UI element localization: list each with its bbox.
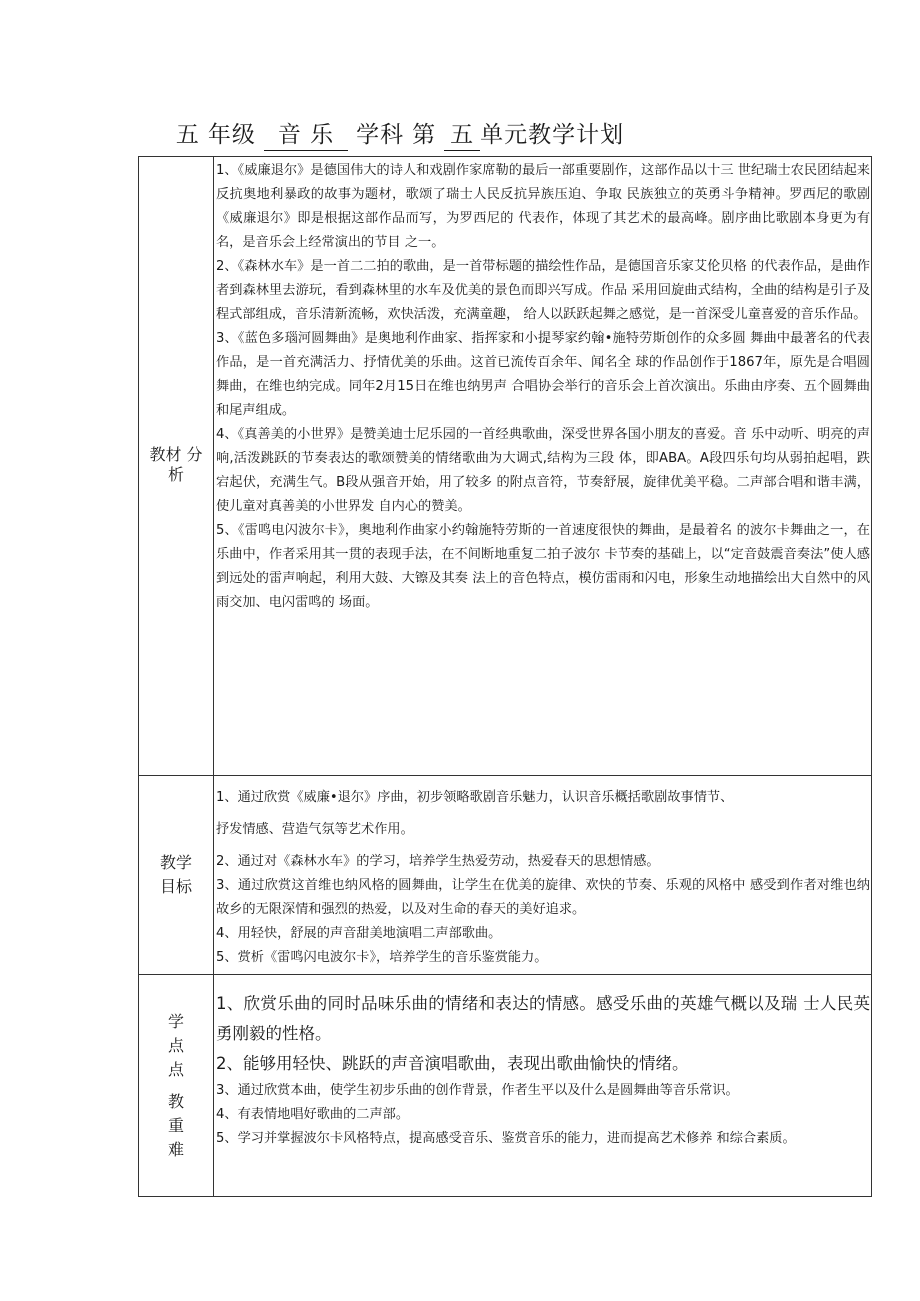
keys-paragraph: 2、能够用轻快、跳跃的声音演唱歌曲，表现出歌曲愉快的情绪。 [216, 1054, 689, 1073]
goals-paragraph: 5、赏析《雷鸣闪电波尔卡》，培养学生的音乐鉴赏能力。 [216, 950, 548, 965]
keys-label-char: 重 [167, 1115, 184, 1135]
keys-paragraph: 4、有表情地唱好歌曲的二声部。 [216, 1107, 410, 1122]
goals-paragraph: 2、通过对《森林水车》的学习，培养学生热爱劳动，热爱春天的思想情感。 [216, 854, 660, 869]
analysis-row [139, 157, 872, 776]
keys-paragraph: 1、欣赏乐曲的同时品味乐曲的情绪和表达的情感。感受乐曲的英雄气概以及瑞 士人民英勇刚毅的性格。 [216, 994, 870, 1043]
analysis-paragraph: 1、《威廉退尔》是德国伟大的诗人和戏剧作家席勒的最后一部重要剧作，这部作品以十三 世纪瑞士农民团结起来反抗奥地利暴政的故事为题材，歌颂了瑞士人民反抗异族压迫、争取 民族独立的英勇斗争精神。罗西尼的歌剧《威廉退尔》即是根据这部作品而写，为罗西尼的 代表作，体现了其艺术的最高峰。剧序曲比歌剧本身更为有名，是音乐会上经常演出的节目 之一。 [216, 163, 870, 250]
title-grade-suffix: 年级 [207, 122, 256, 148]
keys-label-char: 学 [167, 1011, 184, 1031]
analysis-content [214, 157, 872, 776]
title-unit-prefix: 第 [412, 122, 437, 148]
keys-content [214, 975, 872, 1197]
analysis-paragraph: 3、《蓝色多瑙河圆舞曲》是奥地利作曲家、指挥家和小提琴家约翰•施特劳斯创作的众多圆 舞曲中最著名的代表作品，是一首充满活力、抒情优美的乐曲。这首已流传百余年、闻名全 球的作品创作于1867年，原先是合唱圆舞曲，在维也纳完成。同年2月15日在维也纳男声 合唱协会举行的音乐会上首次演出。乐曲由序奏、五个圆舞曲和尾声组成。 [216, 331, 870, 418]
goals-paragraph: 抒发情感、营造气氛等艺术作用。 [216, 822, 414, 837]
keys-label-cell [139, 975, 214, 1197]
keys-label-char: 难 [167, 1139, 184, 1159]
analysis-paragraph: 4、《真善美的小世界》是赞美迪士尼乐园的一首经典歌曲，深受世界各国小朋友的喜爱。音 乐中动听、明亮的声响,活泼跳跃的节奏表达的歌颂赞美的情绪歌曲为大调式,结构为三段 体，即ABA。A段四乐句均从弱拍起唱，跌宕起伏，充满生气。B段从强音开始，用了较多 的附点音符，节奏舒展，旋律优美平稳。二声部合唱和谐丰满，使儿童对真善美的小世界发 自内心的赞美。 [216, 427, 870, 514]
keys-paragraph: 5、学习并掌握波尔卡风格特点，提高感受音乐、鉴赏音乐的能力，进而提高艺术修养 和综合素质。 [216, 1131, 796, 1146]
title-subject-suffix: 学科 [356, 122, 405, 148]
title-unit-suffix: 单元教学计划 [480, 122, 625, 148]
analysis-label-cell [139, 157, 214, 776]
goals-label-line2: 目标 [159, 877, 192, 896]
keys-paragraph: 3、通过欣赏本曲，使学生初步乐曲的创作背景，作者生平以及什么是圆舞曲等音乐常识。 [216, 1083, 739, 1098]
page-title [0, 116, 800, 151]
goals-row [139, 776, 872, 975]
keys-label-char: 点 [167, 1059, 184, 1079]
analysis-label: 教材 分析 [149, 445, 203, 484]
goals-paragraph: 3、通过欣赏这首维也纳风格的圆舞曲，让学生在优美的旋律、欢快的节奏、乐观的风格中 感受到作者对维也纳故乡的无限深情和强烈的热爱，以及对生命的春天的美好追求。 [216, 878, 870, 917]
teaching-plan-table [138, 156, 872, 1197]
keys-row [139, 975, 872, 1197]
goals-label-line1: 教学 [159, 853, 192, 872]
analysis-paragraph: 2、《森林水车》是一首二二拍的歌曲，是一首带标题的描绘性作品，是德国音乐家艾伦贝格 的代表作品，是曲作者到森林里去游玩，看到森林里的水车及优美的景色而即兴写成。作品 采用回旋曲式结构，全曲的结构是引子及程式部组成，音乐清新流畅，欢快活泼，充满童趣， 给人以跃跃起舞之感觉，是一首深受儿童喜爱的音乐作品。 [216, 259, 870, 322]
goals-paragraph: 1、通过欣赏《威廉•退尔》序曲，初步领略歌剧音乐魅力，认识音乐概括歌剧故事情节、 [216, 790, 734, 805]
keys-label-char: 点 [167, 1035, 184, 1055]
goals-label-cell [139, 776, 214, 975]
title-subject: 音 乐 [264, 122, 348, 151]
keys-label-char: 教 [167, 1091, 184, 1111]
goals-content [214, 776, 872, 975]
title-grade: 五 [175, 122, 200, 148]
analysis-paragraph: 5、《雷鸣电闪波尔卡》，奥地利作曲家小约翰施特劳斯的一首速度很快的舞曲，是最着名 的波尔卡舞曲之一，在乐曲中，作者采用其一贯的表现手法，在不间断地重复二拍子波尔 卡节奏的基础上，以“定音鼓震音奏法”使人感到远处的雷声响起，利用大鼓、大镲及其奏 法上的音色特点，模仿雷雨和闪电，形象生动地描绘出大自然中的风雨交加、电闪雷鸣的 场面。 [216, 523, 870, 610]
title-unit: 五 [444, 122, 480, 151]
goals-paragraph: 4、用轻快，舒展的声音甜美地演唱二声部歌曲。 [216, 926, 502, 941]
